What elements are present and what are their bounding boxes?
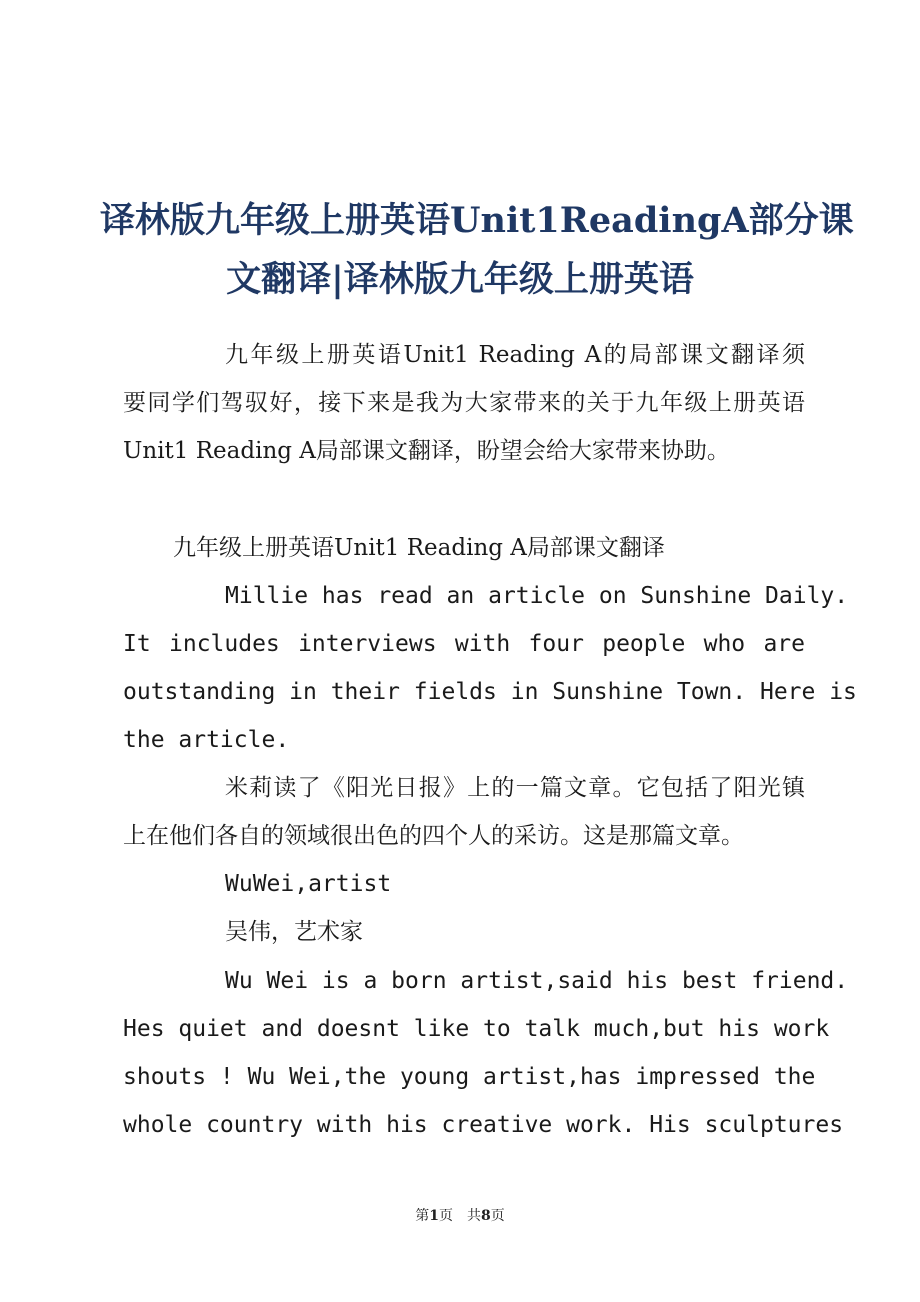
para1-en-line-1: Millie has read an article on Sunshine Daily. <box>225 583 849 609</box>
document-title-line-1: 译林版九年级上册英语Unit1ReadingA部分课 <box>100 200 854 241</box>
subhead-zh: 吴伟，艺术家 <box>225 919 363 945</box>
para1-zh-line-2: 上在他们各自的领域很出色的四个人的采访。这是那篇文章。 <box>123 823 744 849</box>
page-footer <box>0 1205 920 1225</box>
para1-zh-line-1: 米莉读了《阳光日报》上的一篇文章。它包括了阳光镇 <box>225 775 805 801</box>
document-title-line-2: 文翻译|译林版九年级上册英语 <box>226 259 694 300</box>
footer-page-current: 1 <box>429 1208 439 1224</box>
footer-page-prefix: 第 <box>415 1208 430 1224</box>
intro-line-2: 要同学们驾驭好，接下来是我为大家带来的关于九年级上册英语 <box>123 390 805 416</box>
footer-total-prefix: 共 <box>467 1208 481 1224</box>
footer-total-suffix: 页 <box>490 1208 505 1224</box>
para1-en-line-3: outstanding in their fields in Sunshine Town. Here is <box>123 679 857 705</box>
para1-en-line-2: It includes interviews with four people who are <box>123 631 805 657</box>
para2-en-line-3: shouts ! Wu Wei,the young artist,has impressed the <box>123 1064 816 1090</box>
para2-en-line-4: whole country with his creative work. His sculptures <box>123 1112 844 1138</box>
subhead-en: WuWei,artist <box>225 871 392 897</box>
footer-page-total: 8 <box>481 1208 491 1224</box>
intro-line-1: 九年级上册英语Unit1 Reading A的局部课文翻译须 <box>225 342 805 368</box>
para2-en-line-1: Wu Wei is a born artist,said his best friend. <box>225 968 849 994</box>
para2-en-line-2: Hes quiet and doesnt like to talk much,but his work <box>123 1016 830 1042</box>
intro-line-3: Unit1 Reading A局部课文翻译，盼望会给大家带来协助。 <box>123 438 730 464</box>
section-heading: 九年级上册英语Unit1 Reading A局部课文翻译 <box>173 535 665 561</box>
footer-page-mid: 页 <box>439 1208 453 1224</box>
para1-en-line-4: the article. <box>123 727 290 753</box>
